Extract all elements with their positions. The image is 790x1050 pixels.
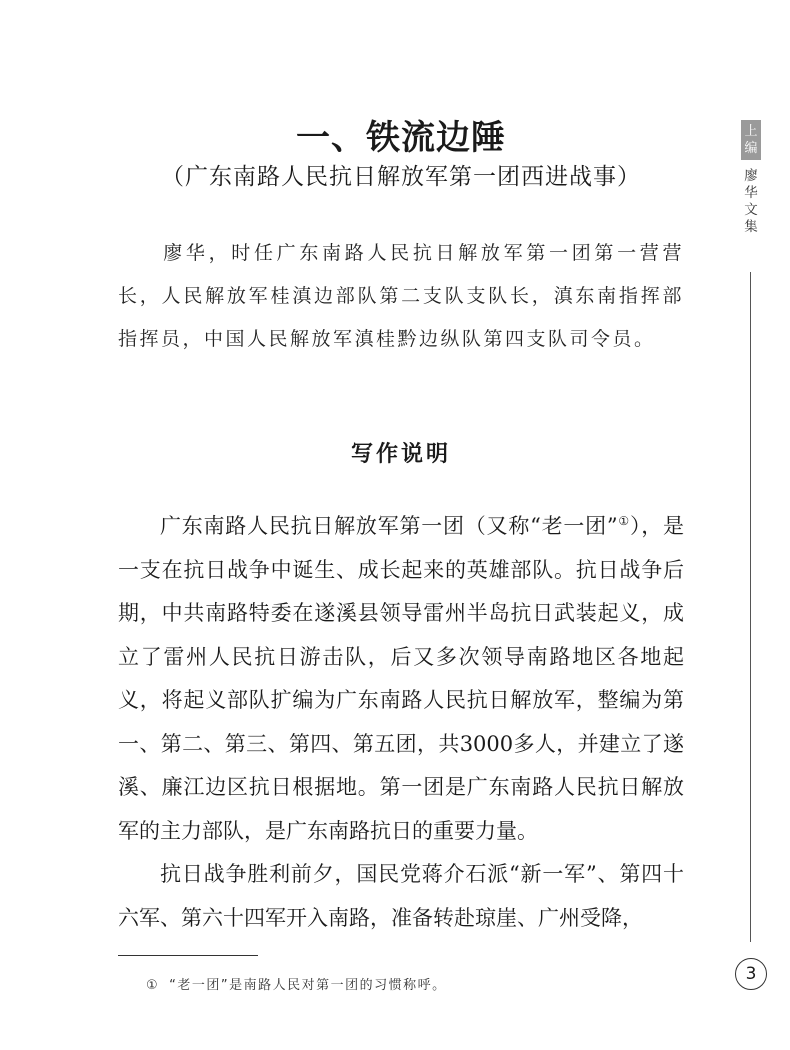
footnote bbox=[146, 974, 666, 993]
volume-char: 上 bbox=[744, 124, 758, 139]
paragraph-1-rest: ），是一支在抗日战争中诞生、成长起来的英雄部队。抗日战争后期，中共南路特委在遂溪县领导雷州半岛抗日武装起义，成立了雷州人民抗日游击队，后又多次领导南路地区各地起义，将起义部队扩编为广东南路人民抗日解放军，整编为第一、第二、第三、第四、第五团，共3000多人，并建立了遂溪、廉江边区抗日根据地。第一团是广东南路人民抗日解放军的主力部队，是广东南路抗日的重要力量。 bbox=[118, 514, 684, 843]
volume-char: 编 bbox=[744, 141, 758, 156]
book-title-char: 文 bbox=[744, 202, 758, 218]
page-number: 3 bbox=[735, 958, 767, 990]
volume-tab bbox=[741, 120, 761, 160]
body-text bbox=[118, 505, 684, 940]
book-title-vertical bbox=[742, 168, 760, 236]
book-title-char: 廖 bbox=[744, 168, 758, 184]
book-title-char: 集 bbox=[744, 219, 758, 235]
paragraph-1 bbox=[118, 505, 684, 853]
author-bio bbox=[118, 232, 684, 361]
chapter-title: 一、铁流边陲 bbox=[296, 118, 506, 158]
author-bio-text: 廖华，时任广东南路人民抗日解放军第一团第一营营长，人民解放军桂滇边部队第二支队支队长，滇东南指挥部指挥员，中国人民解放军滇桂黔边纵队第四支队司令员。 bbox=[118, 242, 684, 350]
paragraph-1-start: 广东南路人民抗日解放军第一团（又称“老一团” bbox=[160, 514, 618, 538]
book-title-char: 华 bbox=[744, 185, 758, 201]
side-divider bbox=[750, 272, 751, 942]
section-heading: 写作说明 bbox=[350, 441, 451, 467]
paragraph-2: 抗日战争胜利前夕，国民党蒋介石派“新一军”、第四十六军、第六十四军开入南路，准备转赴琼崖、广州受降， bbox=[118, 862, 684, 930]
footnote-divider bbox=[118, 955, 258, 956]
footnote-mark: ① bbox=[146, 978, 160, 993]
footnote-reference: ① bbox=[617, 514, 630, 528]
footnote-text: “老一团”是南路人民对第一团的习惯称呼。 bbox=[169, 978, 447, 993]
chapter-subtitle: （广东南路人民抗日解放军第一团西进战事） bbox=[161, 164, 641, 190]
